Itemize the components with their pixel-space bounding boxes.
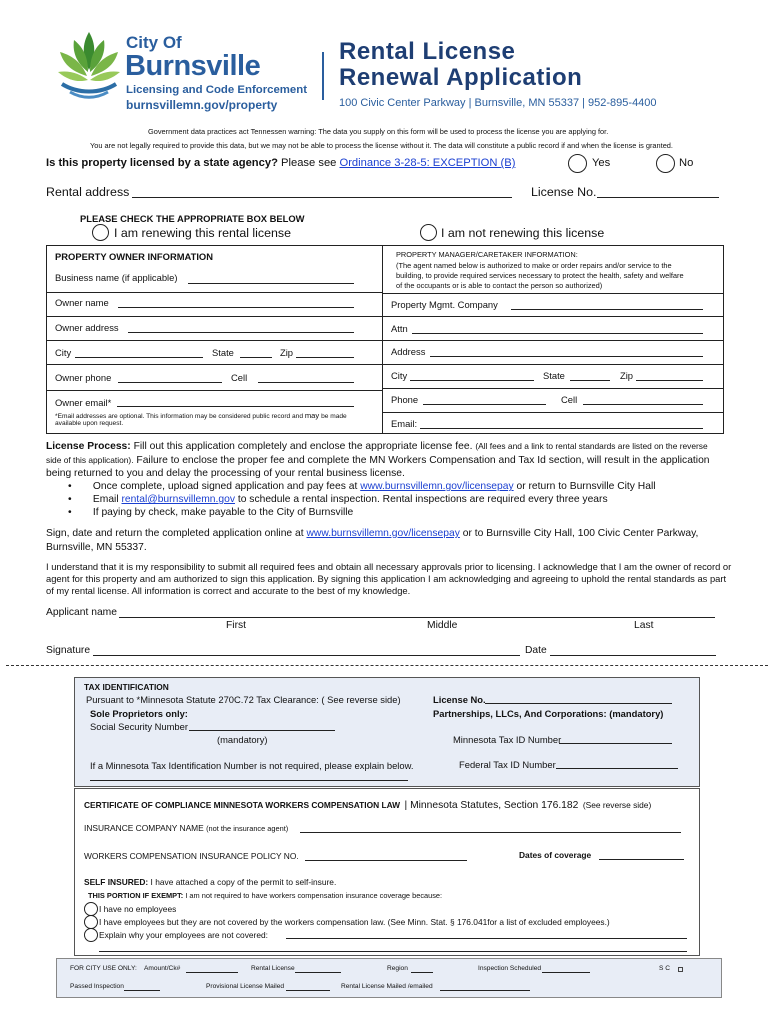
inspection-label: Inspection Scheduled	[478, 965, 542, 972]
explain-field-1[interactable]	[286, 938, 687, 939]
sign-text-a: Sign, date and return the completed application online at	[46, 528, 304, 539]
manager-desc-1: (The agent named below is authorized to make or order repairs and/or service to the	[396, 261, 672, 270]
date-field[interactable]	[550, 655, 716, 656]
understand-line2: agent for this property and am authorized to sign this application. By signing this application I am acknowledging and agreeing to uphold the rental standards as part	[46, 573, 727, 584]
mgmt-company-field[interactable]	[511, 309, 703, 310]
header-address: 100 Civic Center Parkway | Burnsville, MN 55337 | 952-895-4400	[339, 97, 657, 109]
amount-field[interactable]	[186, 972, 238, 973]
owner-email-field[interactable]	[117, 406, 354, 407]
logo-dept: Licensing and Code Enforcement	[126, 84, 308, 96]
logo-url: burnsvillemn.gov/property	[126, 98, 278, 112]
yes-radio[interactable]	[568, 154, 587, 173]
passed-label: Passed Inspection	[70, 983, 124, 990]
renewing-radio[interactable]	[92, 224, 109, 241]
exempt-label: THIS PORTION IF EXEMPT:	[88, 891, 184, 900]
mgr-zip-field[interactable]	[636, 380, 703, 381]
page-title-line2: Renewal Application	[339, 64, 583, 91]
owner-zip-label: Zip	[280, 347, 294, 358]
ssn-field[interactable]	[189, 730, 335, 731]
mgr-phone-label: Phone	[391, 394, 419, 405]
wc-heading-text: CERTIFICATE OF COMPLIANCE MINNESOTA WORKERS COMPENSATION LAW	[84, 800, 401, 810]
owner-state-label: State	[212, 347, 234, 358]
process-bullet-1	[68, 481, 656, 492]
no-radio[interactable]	[656, 154, 675, 173]
owner-rule-5	[46, 390, 382, 391]
workers-comp-heading	[84, 795, 651, 813]
not-renewing-radio[interactable]	[420, 224, 437, 241]
applicant-name-label: Applicant name	[46, 607, 117, 618]
bullet2-text-a: Email	[92, 494, 119, 505]
tax-license-no-label: License No.	[433, 694, 486, 705]
mgr-address-field[interactable]	[430, 356, 703, 357]
process-text2b: Failure to enclose the proper fee and complete the MN Workers Compensation and Tax Id section, will result in the application	[136, 455, 710, 466]
process-label: License Process:	[46, 441, 131, 452]
fed-tax-id-label: Federal Tax ID Number	[459, 759, 556, 770]
email-note-1	[55, 411, 347, 420]
owner-phone-label: Owner phone	[55, 372, 112, 383]
sc-checkbox[interactable]	[678, 967, 683, 972]
prov-label: Provisional License Mailed	[206, 983, 285, 990]
explain-field-2[interactable]	[99, 951, 687, 952]
logo-burnsville: Burnsville	[125, 50, 261, 82]
mgr-phone-field[interactable]	[423, 404, 546, 405]
understand-line1: I understand that it is my responsibility to submit all required fees and obtain all necessary approvals prior to licensing. I acknowledge that I am the owner of record or	[46, 561, 732, 572]
owner-heading: PROPERTY OWNER INFORMATION	[55, 251, 213, 262]
ordinance-link[interactable]: Ordinance 3-28-5: EXCEPTION (B)	[339, 157, 516, 169]
dates-coverage-field[interactable]	[599, 859, 684, 860]
process-text2a: side of this application).	[46, 455, 134, 465]
not-covered-label: I have employees but they are not covered by the workers compensation law. (See Minn. Stat. § 176.041for a list of excluded employees.)	[99, 917, 610, 927]
process-line1	[46, 441, 708, 452]
rental-address-label: Rental address	[46, 185, 130, 199]
dates-coverage-label: Dates of coverage	[519, 850, 592, 860]
license-no-label: License No.	[531, 185, 597, 199]
owner-address-label: Owner address	[55, 322, 119, 333]
mn-tax-id-label: Minnesota Tax ID Number	[453, 734, 562, 745]
check-box-heading: PLEASE CHECK THE APPROPRIATE BOX BELOW	[80, 213, 305, 224]
not-covered-radio[interactable]	[84, 915, 98, 929]
rental-email-link[interactable]: rental@burnsvillemn.gov	[121, 494, 235, 505]
no-employees-radio[interactable]	[84, 902, 98, 916]
not-renewing-label: I am not renewing this license	[441, 226, 605, 240]
owner-phone-field[interactable]	[118, 382, 222, 383]
manager-rule-2	[382, 316, 724, 317]
owner-rule-1	[46, 292, 382, 293]
process-bullet-2	[68, 494, 608, 505]
logo-city-of: City Of	[126, 33, 182, 52]
passed-field[interactable]	[124, 990, 160, 991]
cut-line	[6, 665, 768, 666]
signature-label: Signature	[46, 645, 91, 656]
tax-reverse-text: ( See reverse side)	[321, 694, 401, 705]
bullet1-text-b: or return to Burnsville City Hall	[516, 481, 656, 492]
manager-desc-2: building, to provide required services necessary to protect the health, safety and welfare	[396, 271, 684, 280]
inspection-field[interactable]	[542, 972, 590, 973]
yes-label: Yes	[592, 157, 611, 169]
mgr-cell-field[interactable]	[583, 404, 703, 405]
mgr-address-label: Address	[391, 346, 426, 357]
date-label: Date	[525, 645, 547, 656]
page-title-line1: Rental License	[339, 38, 516, 65]
manager-rule-1	[382, 293, 724, 294]
no-label: No	[679, 157, 694, 169]
self-insured-line	[84, 877, 336, 887]
process-bullet-3	[68, 507, 353, 518]
middle-label: Middle	[427, 620, 458, 631]
sole-proprietors-label: Sole Proprietors only:	[90, 708, 188, 719]
owner-address-field[interactable]	[128, 332, 354, 333]
mailed-label: Rental License Mailed /emailed	[341, 983, 433, 990]
mgr-state-field[interactable]	[570, 380, 610, 381]
ssn-label: Social Security Number	[90, 721, 188, 732]
notice-line1: Government data practices act Tennessen warning: The data you supply on this form will be used to process the license you are applying for.	[148, 127, 609, 136]
city-use-box	[56, 958, 722, 998]
license-no-field[interactable]	[597, 197, 719, 198]
amount-label: Amount/Ck#	[144, 965, 181, 972]
manager-rule-5	[382, 388, 724, 389]
insurance-company-field[interactable]	[300, 832, 681, 833]
mgr-email-label: Email:	[391, 418, 418, 429]
owner-city-label: City	[55, 347, 72, 358]
sign-return-line1	[46, 528, 698, 539]
mgr-cell-label: Cell	[561, 394, 578, 405]
manager-heading: PROPERTY MANAGER/CARETAKER INFORMATION:	[396, 250, 578, 259]
partnerships-label: Partnerships, LLCs, And Corporations: (mandatory)	[433, 708, 664, 719]
explain-radio[interactable]	[84, 928, 98, 942]
owner-email-label: Owner email*	[55, 397, 112, 408]
tax-not-required-text: If a Minnesota Tax Identification Number is not required, please explain below.	[90, 760, 414, 771]
sign-return-line2: Burnsville, MN 55337.	[46, 542, 147, 553]
insurance-company-label	[84, 823, 288, 833]
email-note-be: be made	[321, 413, 347, 420]
ins-co-text: INSURANCE COMPANY NAME	[84, 823, 204, 833]
bullet-dot: •	[68, 494, 72, 505]
process-text1b: (All fees and a link to rental standards are listed on the reverse	[475, 441, 708, 451]
first-label: First	[226, 620, 247, 631]
bullet-dot: •	[68, 481, 72, 492]
owner-city-field[interactable]	[75, 357, 203, 358]
policy-no-field[interactable]	[305, 860, 467, 861]
tax-explain-field[interactable]	[90, 780, 408, 781]
explain-label: Explain why your employees are not covered:	[99, 930, 268, 940]
business-name-field[interactable]	[188, 283, 354, 284]
rental-license-field[interactable]	[295, 972, 341, 973]
wc-statute-text: | Minnesota Statutes, Section 176.182	[404, 800, 579, 811]
region-field[interactable]	[411, 972, 433, 973]
policy-no-label: WORKERS COMPENSATION INSURANCE POLICY NO.	[84, 851, 299, 861]
state-agency-bold: Is this property licensed by a state agency?	[46, 157, 278, 169]
self-insured-text: I have attached a copy of the permit to self-insure.	[150, 877, 337, 887]
process-line3: being returned to you and delay the processing of your rental business license.	[46, 468, 405, 479]
attn-label: Attn	[391, 323, 408, 334]
mgr-state-label: State	[543, 370, 565, 381]
renewing-label: I am renewing this rental license	[114, 226, 291, 240]
rental-license-label: Rental License	[251, 965, 295, 972]
last-label: Last	[634, 620, 654, 631]
bullet1-text-a: Once complete, upload signed application and pay fees at	[92, 481, 358, 492]
tax-statute-text: Pursuant to *Minnesota Statute 270C.72 Tax Clearance:	[86, 694, 319, 705]
mgr-city-field[interactable]	[410, 380, 534, 381]
state-agency-rest: Please see	[281, 157, 337, 169]
manager-rule-3	[382, 340, 724, 341]
owner-state-field[interactable]	[240, 357, 272, 358]
process-line2	[46, 455, 710, 466]
exempt-text: I am not required to have workers compensation insurance coverage because:	[185, 891, 443, 900]
sign-text-b: or to Burnsville City Hall, 100 Civic Center Parkway,	[462, 528, 699, 539]
mgr-email-field[interactable]	[420, 428, 703, 429]
manager-rule-6	[382, 412, 724, 413]
rental-address-field[interactable]	[132, 197, 512, 198]
self-insured-label: SELF INSURED:	[84, 877, 149, 887]
sc-label: S C	[659, 965, 670, 972]
licensepay-link-2[interactable]: www.burnsvillemn.gov/licensepay	[306, 528, 460, 539]
business-name-label: Business name (if applicable)	[55, 272, 178, 283]
bullet3-text: If paying by check, make payable to the City of Burnsville	[92, 507, 354, 518]
mgmt-company-label: Property Mgmt. Company	[391, 299, 498, 310]
notice-line2: You are not legally required to provide this data, but we may not be able to process the license without it. The data will constitute a public record if and when the license is granted.	[90, 141, 673, 150]
fed-tax-id-field[interactable]	[556, 768, 678, 769]
bullet-dot: •	[68, 507, 72, 518]
applicant-name-field[interactable]	[119, 617, 715, 618]
mn-tax-id-field[interactable]	[559, 743, 672, 744]
process-text1: Fill out this application completely and enclose the appropriate license fee.	[133, 441, 473, 452]
tax-statute	[86, 694, 401, 705]
attn-field[interactable]	[412, 333, 703, 334]
wc-reverse-text: (See reverse side)	[582, 800, 652, 810]
email-note-text: *Email addresses are optional. This information may be considered public record and	[55, 413, 304, 420]
owner-zip-field[interactable]	[296, 357, 354, 358]
owner-name-label: Owner name	[55, 297, 109, 308]
header-divider	[322, 52, 324, 100]
owner-rule-2	[46, 316, 382, 317]
owner-cell-label: Cell	[231, 372, 248, 383]
exempt-line	[88, 891, 442, 900]
manager-desc-3: of the occupants or is able to contact the person so authorized)	[396, 281, 603, 290]
owner-name-field[interactable]	[118, 307, 354, 308]
email-note-may: may	[304, 411, 320, 420]
city-use-label: FOR CITY USE ONLY:	[70, 965, 137, 972]
mgr-zip-label: Zip	[620, 370, 634, 381]
licensepay-link-1[interactable]: www.burnsvillemn.gov/licensepay	[360, 481, 514, 492]
understand-line3: of my rental license. All information is correct and accurate to the best of my knowledge.	[46, 585, 411, 596]
bullet2-text-b: to schedule a rental inspection. Rental inspections are required every three years	[237, 494, 608, 505]
state-agency-question	[46, 157, 515, 169]
manager-rule-4	[382, 364, 724, 365]
tax-heading: TAX IDENTIFICATION	[84, 682, 169, 692]
ins-co-note: (not the insurance agent)	[206, 824, 289, 833]
email-note-2: available upon request.	[55, 420, 124, 427]
prov-field[interactable]	[286, 990, 330, 991]
signature-field[interactable]	[93, 655, 520, 656]
no-employees-label: I have no employees	[99, 904, 177, 914]
mgr-city-label: City	[391, 370, 408, 381]
ssn-mandatory: (mandatory)	[217, 734, 268, 745]
owner-cell-field[interactable]	[258, 382, 354, 383]
owner-rule-3	[46, 340, 382, 341]
mailed-field[interactable]	[440, 990, 530, 991]
tax-license-no-field[interactable]	[485, 703, 672, 704]
city-logo	[52, 26, 127, 104]
owner-rule-4	[46, 364, 382, 365]
region-label: Region	[387, 965, 408, 972]
